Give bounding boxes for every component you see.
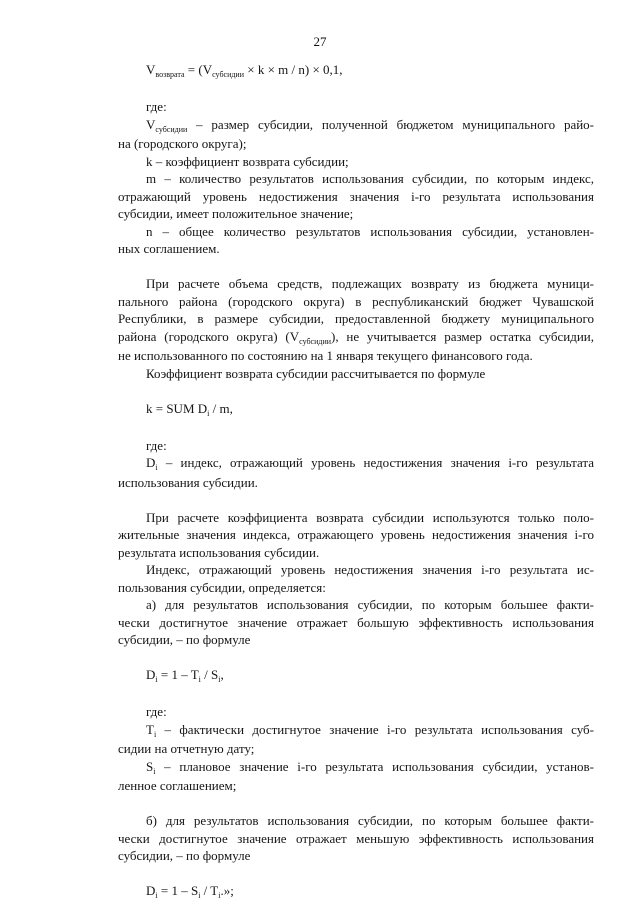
calc-line4-subscript: субсидии (299, 336, 332, 346)
v-def-rest: – размер субсидии, полученной бюджетом муниципального райо- (187, 116, 594, 132)
index-definition-line-1: Индекс, отражающий уровень недостижения значения i-го результата ис- (146, 562, 594, 577)
coefficient-intro: Коэффициент возврата субсидии рассчитывается по формуле (146, 365, 486, 381)
formula-di-b-2: = 1 – S (157, 883, 199, 898)
calculation-paragraph-line-2: пального района (городского округа) в республиканский бюджет Чувашской (118, 293, 594, 309)
formula-di-b-4: .»; (220, 883, 234, 898)
di-subscript: i (155, 463, 158, 472)
where-label-2: где: (146, 437, 167, 453)
calculation-paragraph-line-3: Республики, в размере субсидии, предоставленной бюджету муниципального (118, 311, 594, 326)
formula-di-case-a (118, 666, 594, 686)
n-definition-line-2: ных соглашением. (118, 241, 220, 256)
formula-di-a-sub-2: i (198, 675, 201, 684)
calculation-paragraph-line-1: При расчете объема средств, подлежащих возврату из бюджета муници- (146, 276, 594, 291)
where-label-1: где: (146, 99, 167, 114)
case-a-line-1: а) для результатов использования субсидии, по которым большее факти- (146, 597, 594, 612)
document-body (118, 61, 594, 902)
si-prefix: S (146, 758, 154, 774)
case-a-line-3: субсидии, – по формуле (118, 632, 251, 647)
di-definition-line-1 (118, 454, 594, 474)
si-definition-line-1 (118, 758, 594, 778)
spacing (118, 382, 594, 400)
ti-prefix: T (146, 721, 154, 737)
case-a-line-2: чески достигнутое значение отражает большую эффективность использования (118, 614, 594, 630)
spacing (118, 81, 594, 99)
m-definition-line-3: субсидии, имеет положительное значение; (118, 206, 354, 221)
ti-definition-line-2: сидии на отчетную дату; (118, 741, 255, 756)
formula-open-part: = (V (184, 62, 213, 77)
v-subsidy-definition (118, 116, 594, 136)
case-b-line-3: субсидии, – по формуле (118, 848, 251, 863)
formula-k-rest: / m, (209, 400, 233, 416)
formula-v: V (146, 62, 156, 77)
v-def-prefix: V (146, 116, 156, 132)
positive-values-line-3: результата использования субсидии. (118, 544, 320, 560)
si-subscript: i (153, 766, 156, 776)
page-number: 27 (313, 34, 327, 49)
formula-v-subscript: возврата (155, 70, 185, 79)
formula-di-a-sub-3: i (218, 675, 221, 684)
formula-di-a-4: , (220, 667, 224, 682)
k-definition: k – коэффициент возврата субсидии; (146, 153, 349, 169)
si-definition-line-2: ленное соглашением; (118, 778, 237, 793)
calculation-paragraph-line-4 (118, 328, 594, 348)
m-definition-line-2: отражающий уровень недостижения значения i-го результата использования (118, 188, 594, 204)
ti-rest: – фактически достигнутое значение i-го результата использования суб- (156, 721, 594, 737)
formula-di-b-3: / T (200, 883, 219, 898)
m-definition-line-1: m – количество результатов использования субсидии, по которым индекс, (146, 171, 594, 186)
ti-subscript: i (153, 729, 157, 739)
calc-line4-part1: района (городского округа) (V (118, 328, 300, 344)
v-subsidy-definition-continuation: на (городского округа); (118, 136, 247, 151)
formula-rest: × k × m / n) × 0,1, (243, 62, 343, 77)
formula-di-a-sub-1: i (155, 675, 158, 684)
index-definition-line-2: пользования субсидии, определяется: (118, 579, 326, 595)
spacing (118, 258, 594, 276)
formula-di-b-sub-2: i (198, 891, 201, 900)
calculation-paragraph-line-5: не использованного по состоянию на 1 января текущего финансового года. (118, 348, 533, 363)
spacing (118, 649, 594, 667)
formula-k-subscript: i (207, 408, 210, 418)
spacing (118, 795, 594, 813)
formula-di-a-1: D (146, 667, 156, 682)
positive-values-line-2: жительные значения индекса, отражающего уровень недостижения значения i-го (118, 527, 594, 542)
calc-line4-part2: ), не учитывается размер остатка субсидии, (331, 328, 594, 344)
formula-return-volume (118, 61, 594, 81)
ti-definition-line-1 (118, 721, 594, 741)
di-rest: – индекс, отражающий уровень недостижения значения i-го результата (157, 455, 594, 470)
spacing (118, 491, 594, 509)
n-definition-line-1: n – общее количество результатов использования субсидии, установлен- (146, 223, 594, 239)
case-b-line-2: чески достигнутое значение отражает меньшую эффективность использования (118, 830, 594, 846)
formula-subsidy-subscript: субсидии (212, 70, 244, 79)
si-rest: – плановое значение i-го результата использования субсидии, установ- (155, 758, 594, 774)
spacing (118, 419, 594, 437)
spacing (118, 686, 594, 704)
formula-di-a-3: / S (200, 667, 219, 682)
v-def-subscript: субсидии (155, 124, 188, 134)
di-definition-line-2: использования субсидии. (118, 474, 258, 490)
formula-di-b-sub-3: i (218, 891, 221, 900)
formula-di-a-2: = 1 – T (157, 667, 199, 682)
where-label-3: где: (146, 704, 167, 719)
case-b-line-1: б) для результатов использования субсидии, по которым большее факти- (146, 813, 594, 828)
spacing (118, 865, 594, 883)
formula-di-b-sub-1: i (155, 891, 158, 900)
formula-di-case-b (118, 882, 594, 902)
formula-k-main: k = SUM D (146, 400, 208, 416)
positive-values-line-1: При расчете коэффициента возврата субсидии используются только поло- (146, 509, 594, 525)
formula-di-b-1: D (146, 883, 156, 898)
di-prefix: D (146, 455, 156, 470)
formula-k (118, 400, 594, 420)
